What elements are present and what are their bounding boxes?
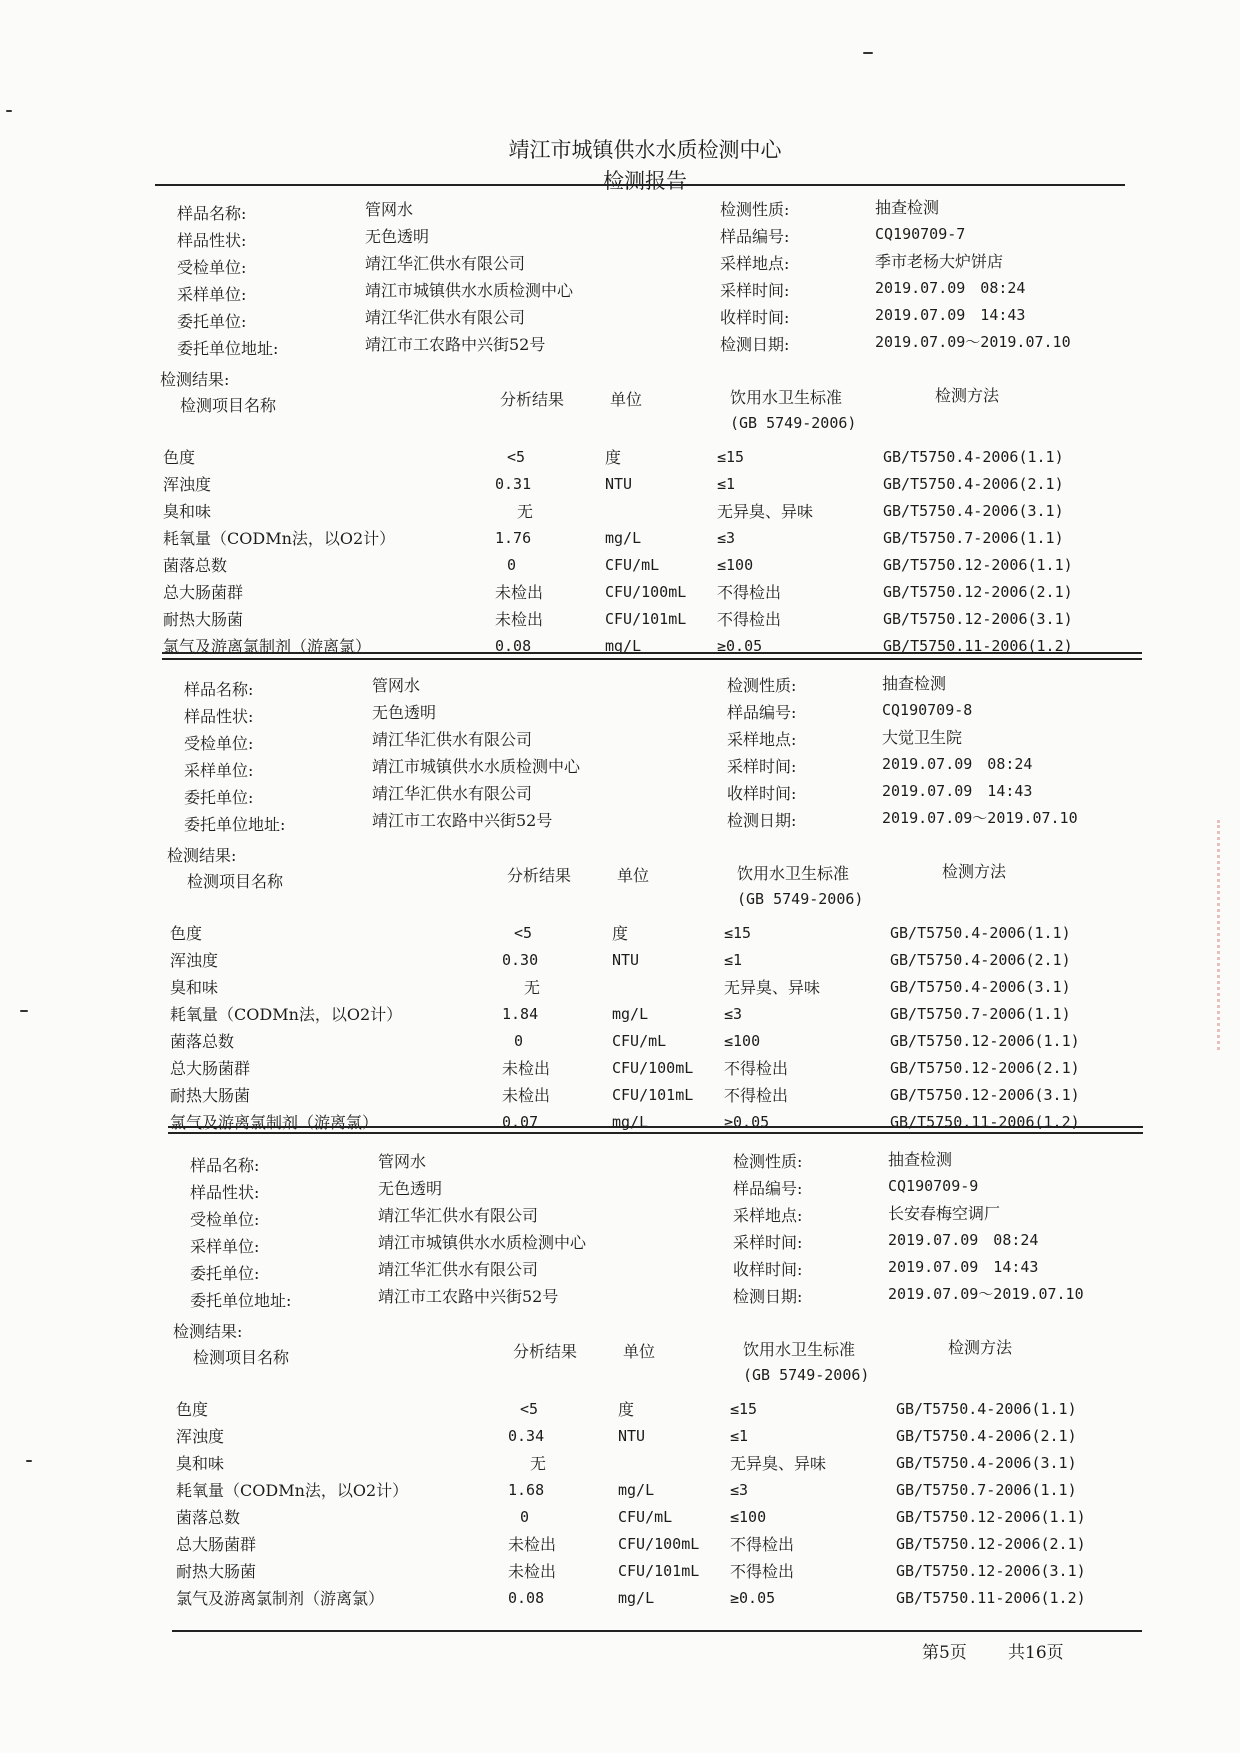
result-value: 0.31 (495, 475, 532, 493)
standard-value: ≥0.05 (724, 1113, 770, 1131)
column-header-result: 分析结果 (513, 1342, 578, 1361)
standard-value: ≤100 (724, 1032, 761, 1050)
column-header-method: 检测方法 (948, 1338, 1013, 1357)
meta-label: 检测日期: (733, 1287, 803, 1306)
unit-value: NTU (618, 1427, 646, 1445)
standard-value: ≤3 (717, 529, 736, 547)
unit-value: mg/L (618, 1589, 655, 1607)
meta-label: 收样时间: (727, 784, 797, 803)
column-header-standard: 饮用水卫生标准 (743, 1340, 856, 1359)
item-name: 耐热大肠菌 (176, 1562, 257, 1581)
meta-value-test-date: 2019.07.09～2019.07.10 (875, 333, 1071, 351)
meta-value-sample-name: 管网水 (378, 1152, 427, 1171)
item-name: 菌落总数 (176, 1508, 241, 1527)
column-header-unit: 单位 (617, 866, 650, 885)
meta-value-nature: 抽查检测 (882, 674, 947, 693)
result-value: 1.76 (495, 529, 532, 547)
meta-label: 样品编号: (727, 703, 797, 722)
method-value: GB/T5750.4-2006(1.1) (890, 924, 1071, 942)
meta-label: 检测性质: (727, 676, 797, 695)
meta-label: 样品性状: (184, 707, 254, 726)
results-heading: 检测结果: (167, 846, 237, 865)
meta-label: 采样时间: (720, 281, 790, 300)
meta-label: 样品名称: (190, 1156, 260, 1175)
meta-value-inspected-unit: 靖江华汇供水有限公司 (365, 254, 526, 273)
item-name: 菌落总数 (163, 556, 228, 575)
section-divider (168, 1126, 1143, 1128)
item-name: 菌落总数 (170, 1032, 235, 1051)
meta-value-client-unit: 靖江华汇供水有限公司 (378, 1260, 539, 1279)
item-name: 耗氧量（CODMn法，以O2计） (176, 1481, 409, 1500)
meta-value-sample-no: CQ190709-8 (882, 701, 973, 719)
item-name: 色度 (163, 448, 196, 467)
result-value: <5 (514, 924, 533, 942)
meta-label: 采样单位: (177, 285, 247, 304)
result-value: 未检出 (495, 583, 544, 602)
standard-value: ≥0.05 (730, 1589, 776, 1607)
item-name: 色度 (176, 1400, 209, 1419)
result-value: 无 (530, 1454, 547, 1473)
method-value: GB/T5750.4-2006(2.1) (883, 475, 1064, 493)
item-name: 总大肠菌群 (163, 583, 244, 602)
standard-value: 无异臭、异味 (717, 502, 814, 521)
result-value: 未检出 (508, 1562, 557, 1581)
item-name: 总大肠菌群 (170, 1059, 251, 1078)
meta-label: 采样地点: (727, 730, 797, 749)
method-value: GB/T5750.12-2006(2.1) (896, 1535, 1086, 1553)
meta-label: 委托单位地址: (184, 815, 286, 834)
method-value: GB/T5750.7-2006(1.1) (896, 1481, 1077, 1499)
method-value: GB/T5750.11-2006(1.2) (896, 1589, 1086, 1607)
result-value: 1.68 (508, 1481, 545, 1499)
item-name: 氯气及游离氯制剂（游离氯） (170, 1113, 379, 1132)
method-value: GB/T5750.4-2006(3.1) (896, 1454, 1077, 1472)
unit-value: CFU/mL (612, 1032, 667, 1050)
method-value: GB/T5750.7-2006(1.1) (883, 529, 1064, 547)
meta-label: 受检单位: (184, 734, 254, 753)
unit-value: mg/L (612, 1113, 649, 1131)
standard-value: ≤15 (724, 924, 752, 942)
item-name: 总大肠菌群 (176, 1535, 257, 1554)
method-value: GB/T5750.12-2006(3.1) (896, 1562, 1086, 1580)
item-name: 氯气及游离氯制剂（游离氯） (176, 1589, 385, 1608)
meta-value-sampling-unit: 靖江市城镇供水水质检测中心 (372, 757, 581, 776)
unit-value: mg/L (618, 1481, 655, 1499)
unit-value: CFU/mL (618, 1508, 673, 1526)
result-value: 0.08 (508, 1589, 545, 1607)
column-header-standard-code: (GB 5749-2006) (743, 1366, 870, 1384)
column-header-standard-code: (GB 5749-2006) (730, 414, 857, 432)
standard-value: 不得检出 (724, 1059, 789, 1078)
column-header-unit: 单位 (610, 390, 643, 409)
result-value: 0.08 (495, 637, 532, 655)
unit-value: mg/L (612, 1005, 649, 1023)
standard-value: 不得检出 (717, 610, 782, 629)
meta-label: 样品名称: (177, 204, 247, 223)
meta-value-receive-time: 2019.07.09 14:43 (875, 306, 1026, 324)
column-header-item: 检测项目名称 (187, 872, 284, 891)
results-heading: 检测结果: (173, 1322, 243, 1341)
scan-speck (863, 52, 873, 54)
meta-label: 采样时间: (733, 1233, 803, 1252)
meta-label: 检测日期: (727, 811, 797, 830)
unit-value: CFU/100mL (605, 583, 687, 601)
meta-label: 收样时间: (720, 308, 790, 327)
column-header-standard: 饮用水卫生标准 (730, 388, 843, 407)
standard-value: ≤3 (730, 1481, 749, 1499)
scan-speck (20, 1010, 28, 1012)
meta-label: 委托单位地址: (190, 1291, 292, 1310)
meta-label: 采样单位: (184, 761, 254, 780)
section-divider (162, 652, 1142, 654)
header-rule (155, 184, 1125, 186)
results-heading: 检测结果: (160, 370, 230, 389)
scan-speck (26, 1460, 32, 1462)
standard-value: ≤1 (724, 951, 743, 969)
column-header-unit: 单位 (623, 1342, 656, 1361)
method-value: GB/T5750.7-2006(1.1) (890, 1005, 1071, 1023)
meta-label: 检测性质: (720, 200, 790, 219)
standard-value: ≤3 (724, 1005, 743, 1023)
page-total: 共16页 (1008, 1643, 1064, 1663)
method-value: GB/T5750.4-2006(2.1) (896, 1427, 1077, 1445)
meta-label: 委托单位: (177, 312, 247, 331)
meta-value-sampling-unit: 靖江市城镇供水水质检测中心 (378, 1233, 587, 1252)
item-name: 耗氧量（CODMn法，以O2计） (170, 1005, 403, 1024)
result-value: 未检出 (502, 1086, 551, 1105)
method-value: GB/T5750.12-2006(3.1) (890, 1086, 1080, 1104)
column-header-result: 分析结果 (500, 390, 565, 409)
meta-label: 委托单位: (190, 1264, 260, 1283)
section-divider (162, 658, 1142, 660)
method-value: GB/T5750.12-2006(3.1) (883, 610, 1073, 628)
item-name: 耐热大肠菌 (163, 610, 244, 629)
meta-value-sampling-unit: 靖江市城镇供水水质检测中心 (365, 281, 574, 300)
meta-label: 检测日期: (720, 335, 790, 354)
unit-value: 度 (612, 924, 629, 943)
meta-value-location: 长安春梅空调厂 (888, 1204, 1001, 1223)
result-value: 未检出 (495, 610, 544, 629)
item-name: 色度 (170, 924, 203, 943)
unit-value: mg/L (605, 529, 642, 547)
item-name: 臭和味 (170, 978, 219, 997)
item-name: 耗氧量（CODMn法，以O2计） (163, 529, 396, 548)
result-value: <5 (507, 448, 526, 466)
item-name: 浑浊度 (176, 1427, 225, 1446)
meta-value-sampling-time: 2019.07.09 08:24 (875, 279, 1026, 297)
method-value: GB/T5750.11-2006(1.2) (890, 1113, 1080, 1131)
item-name: 耐热大肠菌 (170, 1086, 251, 1105)
standard-value: 不得检出 (724, 1086, 789, 1105)
method-value: GB/T5750.11-2006(1.2) (883, 637, 1073, 655)
method-value: GB/T5750.12-2006(1.1) (896, 1508, 1086, 1526)
method-value: GB/T5750.12-2006(2.1) (883, 583, 1073, 601)
meta-label: 样品性状: (190, 1183, 260, 1202)
standard-value: ≤1 (717, 475, 736, 493)
item-name: 臭和味 (163, 502, 212, 521)
method-value: GB/T5750.12-2006(1.1) (890, 1032, 1080, 1050)
unit-value: NTU (605, 475, 633, 493)
meta-value-sampling-time: 2019.07.09 08:24 (882, 755, 1033, 773)
meta-value-sampling-time: 2019.07.09 08:24 (888, 1231, 1039, 1249)
meta-value-client-address: 靖江市工农路中兴街52号 (372, 811, 553, 830)
meta-label: 采样地点: (720, 254, 790, 273)
standard-value: 不得检出 (730, 1535, 795, 1554)
column-header-item: 检测项目名称 (180, 396, 277, 415)
meta-label: 检测性质: (733, 1152, 803, 1171)
meta-value-client-unit: 靖江华汇供水有限公司 (365, 308, 526, 327)
footer-rule (172, 1630, 1142, 1632)
meta-value-sample-state: 无色透明 (365, 227, 430, 246)
meta-label: 委托单位: (184, 788, 254, 807)
meta-value-test-date: 2019.07.09～2019.07.10 (882, 809, 1078, 827)
standard-value: ≤15 (717, 448, 745, 466)
item-name: 氯气及游离氯制剂（游离氯） (163, 637, 372, 656)
method-value: GB/T5750.4-2006(1.1) (896, 1400, 1077, 1418)
sample-section (168, 1150, 1148, 1608)
method-value: GB/T5750.12-2006(1.1) (883, 556, 1073, 574)
result-value: 0.34 (508, 1427, 545, 1445)
standard-value: 无异臭、异味 (730, 1454, 827, 1473)
meta-value-client-address: 靖江市工农路中兴街52号 (365, 335, 546, 354)
result-value: 无 (517, 502, 534, 521)
unit-value: mg/L (605, 637, 642, 655)
result-value: 0 (507, 556, 517, 574)
result-value: 0 (514, 1032, 524, 1050)
standard-value: ≤100 (717, 556, 754, 574)
meta-value-sample-no: CQ190709-7 (875, 225, 966, 243)
meta-value-sample-no: CQ190709-9 (888, 1177, 979, 1195)
meta-value-test-date: 2019.07.09～2019.07.10 (888, 1285, 1084, 1303)
meta-label: 采样单位: (190, 1237, 260, 1256)
report-title: 检测报告 (603, 169, 687, 193)
unit-value: 度 (605, 448, 622, 467)
method-value: GB/T5750.4-2006(3.1) (890, 978, 1071, 996)
method-value: GB/T5750.4-2006(2.1) (890, 951, 1071, 969)
sample-section (155, 198, 1135, 656)
standard-value: ≤15 (730, 1400, 758, 1418)
unit-value: NTU (612, 951, 640, 969)
meta-value-nature: 抽查检测 (875, 198, 940, 217)
meta-value-nature: 抽查检测 (888, 1150, 953, 1169)
meta-value-client-unit: 靖江华汇供水有限公司 (372, 784, 533, 803)
result-value: <5 (520, 1400, 539, 1418)
column-header-standard: 饮用水卫生标准 (737, 864, 850, 883)
meta-value-sample-state: 无色透明 (372, 703, 437, 722)
sample-section (162, 674, 1142, 1132)
meta-label: 受检单位: (177, 258, 247, 277)
column-header-method: 检测方法 (942, 862, 1007, 881)
meta-value-location: 季市老杨大炉饼店 (875, 252, 1004, 271)
meta-value-sample-state: 无色透明 (378, 1179, 443, 1198)
meta-value-location: 大觉卫生院 (882, 728, 963, 747)
meta-label: 受检单位: (190, 1210, 260, 1229)
meta-value-receive-time: 2019.07.09 14:43 (888, 1258, 1039, 1276)
meta-label: 收样时间: (733, 1260, 803, 1279)
method-value: GB/T5750.4-2006(1.1) (883, 448, 1064, 466)
meta-value-inspected-unit: 靖江华汇供水有限公司 (372, 730, 533, 749)
meta-value-sample-name: 管网水 (372, 676, 421, 695)
column-header-method: 检测方法 (935, 386, 1000, 405)
method-value: GB/T5750.12-2006(2.1) (890, 1059, 1080, 1077)
meta-label: 样品编号: (733, 1179, 803, 1198)
unit-value: 度 (618, 1400, 635, 1419)
meta-value-receive-time: 2019.07.09 14:43 (882, 782, 1033, 800)
standard-value: 不得检出 (717, 583, 782, 602)
meta-label: 样品名称: (184, 680, 254, 699)
item-name: 臭和味 (176, 1454, 225, 1473)
result-value: 0.30 (502, 951, 539, 969)
item-name: 浑浊度 (170, 951, 219, 970)
unit-value: CFU/101mL (618, 1562, 700, 1580)
result-value: 无 (524, 978, 541, 997)
result-value: 未检出 (502, 1059, 551, 1078)
standard-value: ≤1 (730, 1427, 749, 1445)
page-number: 第5页 (922, 1643, 967, 1663)
method-value: GB/T5750.4-2006(3.1) (883, 502, 1064, 520)
meta-label: 采样地点: (733, 1206, 803, 1225)
standard-value: ≤100 (730, 1508, 767, 1526)
meta-label: 采样时间: (727, 757, 797, 776)
meta-label: 样品性状: (177, 231, 247, 250)
unit-value: CFU/100mL (612, 1059, 694, 1077)
result-value: 1.84 (502, 1005, 539, 1023)
item-name: 浑浊度 (163, 475, 212, 494)
meta-value-sample-name: 管网水 (365, 200, 414, 219)
meta-value-inspected-unit: 靖江华汇供水有限公司 (378, 1206, 539, 1225)
unit-value: CFU/100mL (618, 1535, 700, 1553)
organization-title: 靖江市城镇供水水质检测中心 (508, 138, 782, 162)
standard-value: ≥0.05 (717, 637, 763, 655)
result-value: 未检出 (508, 1535, 557, 1554)
unit-value: CFU/mL (605, 556, 660, 574)
scan-speck (6, 110, 12, 112)
meta-label: 样品编号: (720, 227, 790, 246)
result-value: 0.07 (502, 1113, 539, 1131)
column-header-standard-code: (GB 5749-2006) (737, 890, 864, 908)
column-header-result: 分析结果 (507, 866, 572, 885)
unit-value: CFU/101mL (605, 610, 687, 628)
column-header-item: 检测项目名称 (193, 1348, 290, 1367)
meta-value-client-address: 靖江市工农路中兴街52号 (378, 1287, 559, 1306)
stamp-edge (1217, 820, 1240, 1050)
unit-value: CFU/101mL (612, 1086, 694, 1104)
standard-value: 无异臭、异味 (724, 978, 821, 997)
standard-value: 不得检出 (730, 1562, 795, 1581)
section-divider (168, 1132, 1143, 1134)
meta-label: 委托单位地址: (177, 339, 279, 358)
result-value: 0 (520, 1508, 530, 1526)
